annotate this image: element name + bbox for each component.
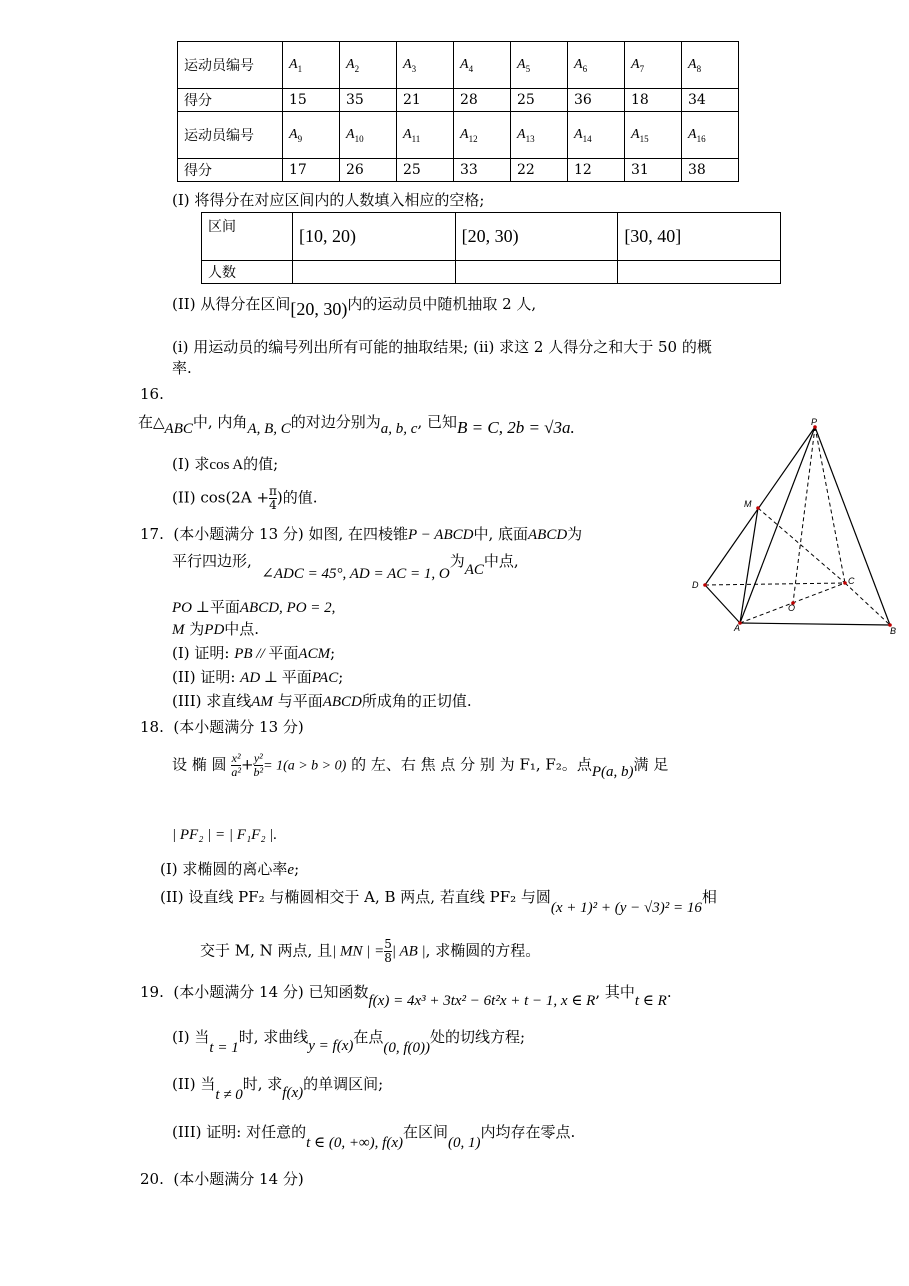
- q19-part1: (I) 当t = 1时, 求曲线y = f(x)在点(0, f(0))处的切线方程;: [172, 1028, 526, 1056]
- athlete-id-cell: $A_9$: [283, 112, 340, 159]
- interval-cell: [20, 30): [455, 213, 618, 261]
- edge-DC: [705, 583, 845, 585]
- label-D: D: [692, 580, 699, 590]
- athlete-id-cell: $A_{12}$: [454, 112, 511, 159]
- score-cell: 26: [340, 159, 397, 182]
- count-cell: [618, 261, 781, 284]
- label-C: C: [848, 576, 855, 586]
- athlete-id-cell: $A_2$: [340, 42, 397, 89]
- score-cell: 28: [454, 89, 511, 112]
- q19-part3: (III) 证明: 对任意的t ∈ (0, +∞), f(x)在区间(0, 1)内均存在零点.: [172, 1123, 576, 1151]
- q19-line1: 19. (本小题满分 14 分) 已知函数f(x) = 4x³ + 3tx² − 6t²x + t − 1, x ∈ R, 其中t ∈ R.: [140, 983, 672, 1009]
- q18-header: 18. (本小题满分 13 分): [140, 718, 304, 736]
- q17-part1: (I) 证明: PB // 平面ACM;: [172, 644, 336, 662]
- table-header-cell: 得分: [178, 89, 283, 112]
- athlete-id-cell: $A_{14}$: [568, 112, 625, 159]
- label-B: B: [890, 626, 897, 636]
- q15-part2: (II) 从得分在区间[20, 30)内的运动员中随机抽取 2 人,: [172, 295, 537, 319]
- score-cell: 34: [682, 89, 739, 112]
- athlete-id-cell: $A_7$: [625, 42, 682, 89]
- athlete-id-cell: $A_{16}$: [682, 112, 739, 159]
- score-cell: 31: [625, 159, 682, 182]
- count-cell: [293, 261, 456, 284]
- athlete-id-cell: $A_6$: [568, 42, 625, 89]
- interval-table: [201, 212, 781, 284]
- table-header-cell: 运动员编号: [178, 42, 283, 89]
- q18-part1: (I) 求椭圆的离心率e;: [160, 860, 300, 878]
- score-cell: 15: [283, 89, 340, 112]
- interval-header: 区间: [202, 213, 293, 261]
- score-cell: 17: [283, 159, 340, 182]
- athlete-id-cell: $A_{15}$: [625, 112, 682, 159]
- q18-line1: 设 椭 圆 $\frac{\text{x²}}{\text{a²}}$ $+\frac{\text{y²}}{\text{b²}}$ = 1(a > b > 0) 的 左、右 焦 点 分 别 为 F₁, F₂。点P(a, b)满 足: [172, 751, 669, 780]
- q18-part2: (II) 设直线 PF₂ 与椭圆相交于 A, B 两点, 若直线 PF₂ 与圆(x + 1)² + (y − √3)² = 16相: [160, 888, 717, 916]
- q16-part2: (II) $\cos(2A +\frac{\pi}{4}$ )的值.: [172, 484, 318, 513]
- q15-part2-i: (i) 用运动员的编号列出所有可能的抽取结果; (ii) 求这 2 人得分之和大于 50 的概: [172, 338, 712, 356]
- score-cell: 35: [340, 89, 397, 112]
- edge-AM: [740, 508, 758, 623]
- q16-part1: (I) 求cos A的值;: [172, 455, 279, 473]
- label-M: M: [744, 499, 752, 509]
- athlete-id-cell: $A_5$: [511, 42, 568, 89]
- score-table: [177, 41, 739, 182]
- q17-line1: 17. (本小题满分 13 分) 如图, 在四棱锥P − ABCD中, 底面ABCD为: [140, 525, 583, 543]
- athlete-id-cell: $A_1$: [283, 42, 340, 89]
- q17-line4: M 为PD中点.: [172, 620, 260, 638]
- table-header-cell: 运动员编号: [178, 112, 283, 159]
- q16-number: 16.: [140, 385, 164, 403]
- q18-part2-line2: 交于 M, N 两点, 且| MN | $=\frac{5}{8}$ | AB |, 求椭圆的方程。: [200, 937, 541, 966]
- athlete-id-cell: $A_{10}$: [340, 112, 397, 159]
- q15-part2-cont: 率.: [172, 359, 192, 377]
- athlete-id-cell: $A_{11}$: [397, 112, 454, 159]
- q15-part1: (I) 将得分在对应区间内的人数填入相应的空格;: [172, 191, 485, 209]
- count-label: 人数: [202, 261, 293, 284]
- score-cell: 36: [568, 89, 625, 112]
- label-A: A: [734, 623, 741, 633]
- athlete-id-cell: $A_3$: [397, 42, 454, 89]
- score-cell: 18: [625, 89, 682, 112]
- score-cell: 25: [511, 89, 568, 112]
- score-cell: 25: [397, 159, 454, 182]
- table-header-cell: 得分: [178, 159, 283, 182]
- athlete-id-cell: $A_8$: [682, 42, 739, 89]
- q17-line3: PO ⊥平面ABCD, PO = 2,: [172, 598, 336, 616]
- q20-header: 20. (本小题满分 14 分): [140, 1170, 304, 1188]
- q18-line2: | PF₂ | = | F₁F₂ |.: [172, 827, 278, 843]
- athlete-id-cell: $A_{13}$: [511, 112, 568, 159]
- count-cell: [455, 261, 618, 284]
- label-P: P: [811, 417, 818, 427]
- score-cell: 38: [682, 159, 739, 182]
- q16-stem: 在△ABC中, 内角A, B, C的对边分别为a, b, c, 已知B = C, 2b = √3a.: [138, 413, 575, 437]
- q17-line2: 平行四边形, ∠ADC = 45°, AD = AC = 1, O为AC中点,: [172, 552, 519, 582]
- q17-part3: (III) 求直线AM 与平面ABCD所成角的正切值.: [172, 692, 472, 710]
- edge-PA: [740, 427, 815, 623]
- score-cell: 33: [454, 159, 511, 182]
- pyramid-figure: [685, 415, 905, 640]
- score-cell: 21: [397, 89, 454, 112]
- q17-part2: (II) 证明: AD ⊥ 平面PAC;: [172, 668, 344, 686]
- athlete-id-cell: $A_4$: [454, 42, 511, 89]
- interval-cell: [30, 40]: [618, 213, 781, 261]
- score-cell: 12: [568, 159, 625, 182]
- edge-CB: [845, 583, 890, 625]
- edge-AB: [740, 623, 890, 625]
- score-cell: 22: [511, 159, 568, 182]
- label-O: O: [788, 603, 796, 613]
- interval-cell: [10, 20): [293, 213, 456, 261]
- edge-DA: [705, 585, 740, 623]
- edge-PB: [815, 427, 890, 625]
- edge-PC: [815, 427, 845, 583]
- q19-part2: (II) 当t ≠ 0时, 求f(x)的单调区间;: [172, 1075, 384, 1103]
- edge-MC: [758, 508, 845, 583]
